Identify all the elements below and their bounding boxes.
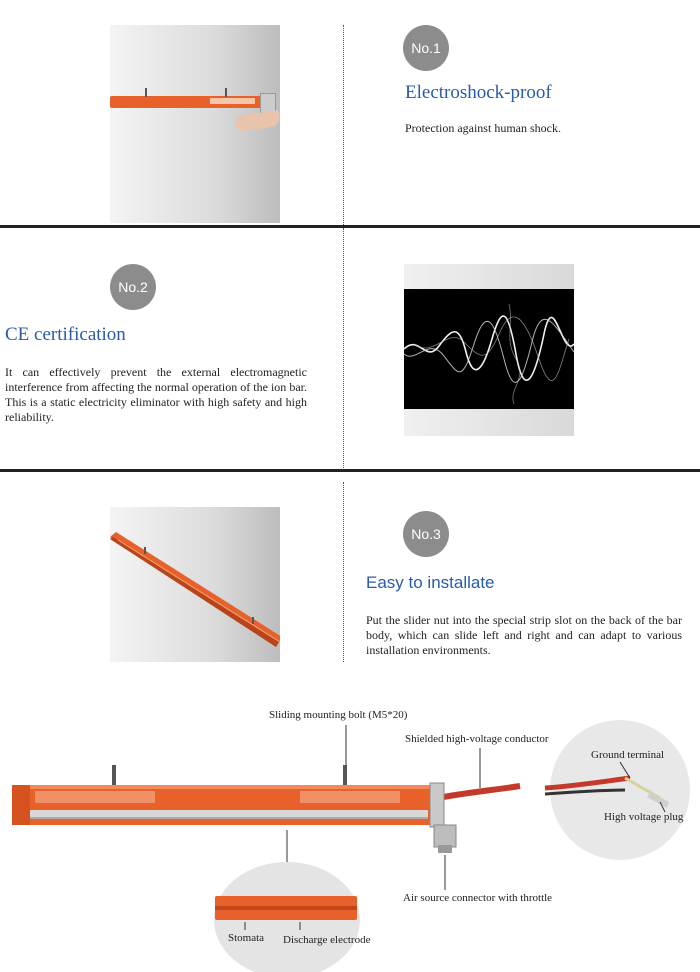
- feature-title: Easy to installate: [366, 573, 495, 592]
- label-discharge-electrode: Discharge electrode: [283, 934, 371, 946]
- feature-description: Put the slider nut into the special strip slot on the back of the bar body, which can slide left and right and can adapt to various installation environments.: [366, 613, 682, 657]
- dotted-separator: [343, 25, 344, 225]
- diagonal-bar-graphic: [110, 507, 280, 662]
- label-hv-plug: High voltage plug: [604, 811, 684, 823]
- feature-number-badge: No.2: [110, 264, 156, 310]
- feature-section-3: [0, 472, 700, 662]
- label-mounting-bolt: Sliding mounting bolt (M5*20): [269, 709, 408, 721]
- label-ground-terminal: Ground terminal: [591, 749, 665, 761]
- feature-number-badge: No.1: [403, 25, 449, 71]
- electric-arc-graphic: [404, 264, 574, 436]
- ion-bar-diagonal-photo: [110, 507, 280, 662]
- feature-title: CE certification: [5, 324, 126, 345]
- feature-section-2: [0, 228, 700, 470]
- diagram-graphic: [0, 690, 700, 972]
- ion-bar-hand-photo: [110, 25, 280, 223]
- feature-number-badge: No.3: [403, 511, 449, 557]
- feature-description: Protection against human shock.: [405, 121, 561, 135]
- label-shielded-conductor: Shielded high-voltage conductor: [405, 733, 549, 745]
- dotted-separator: [343, 482, 344, 662]
- feature-section-1: [0, 0, 700, 226]
- feature-title: Electroshock-proof: [405, 82, 552, 103]
- product-diagram: [0, 690, 700, 972]
- dotted-separator: [343, 228, 344, 468]
- electric-arc-image: [404, 264, 574, 436]
- label-stomata: Stomata: [228, 932, 265, 944]
- label-air-connector: Air source connector with throttle: [403, 892, 553, 904]
- feature-description: It can effectively prevent the external electromagnetic interference from affecting the normal operation of the ion bar. This is a static electricity eliminator with high safety and high reliability.: [5, 365, 307, 424]
